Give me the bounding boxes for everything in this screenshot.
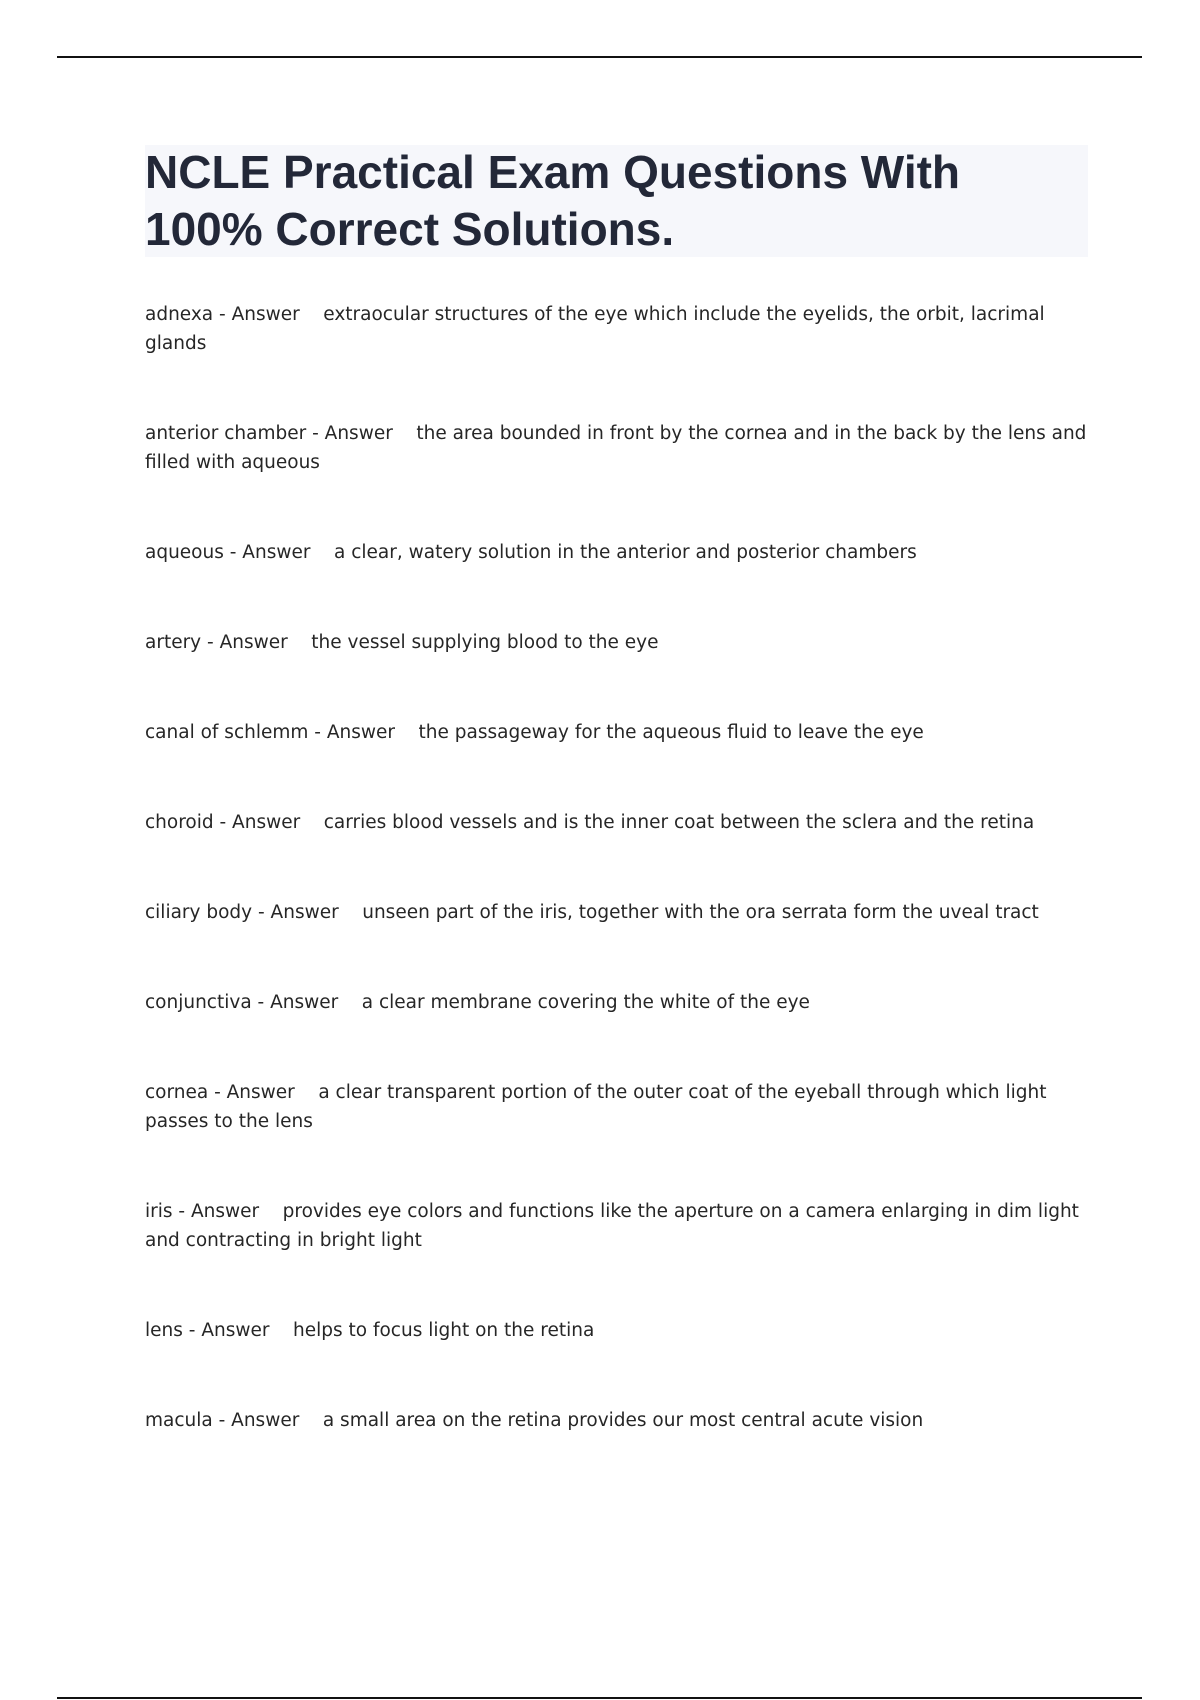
qa-entry bbox=[145, 628, 1095, 657]
qa-definition: a clear, watery solution in the anterior and posterior chambers bbox=[333, 542, 917, 563]
answer-label: - Answer bbox=[201, 632, 288, 653]
qa-definition: unseen part of the iris, together with the ora serrata form the uveal tract bbox=[362, 902, 1039, 923]
qa-term: conjunctiva bbox=[145, 992, 252, 1013]
qa-entry bbox=[145, 718, 1095, 747]
qa-definition: provides eye colors and functions like the aperture on a camera enlarging in dim light and contracting in bright light bbox=[145, 1201, 1079, 1251]
qa-definition: the vessel supplying blood to the eye bbox=[311, 632, 659, 653]
qa-term: lens bbox=[145, 1320, 183, 1341]
qa-term: aqueous bbox=[145, 542, 224, 563]
qa-entry bbox=[145, 898, 1095, 927]
top-rule bbox=[57, 56, 1142, 58]
qa-entry bbox=[145, 1197, 1095, 1255]
qa-term: cornea bbox=[145, 1082, 209, 1103]
qa-entry bbox=[145, 419, 1095, 477]
qa-definition: a small area on the retina provides our most central acute vision bbox=[322, 1410, 924, 1431]
qa-definition: a clear transparent portion of the outer coat of the eyeball through which light passes to the lens bbox=[145, 1082, 1047, 1132]
answer-label: - Answer bbox=[182, 1320, 270, 1341]
qa-entry bbox=[145, 1078, 1095, 1136]
qa-list bbox=[145, 300, 1095, 1435]
answer-label: - Answer bbox=[308, 722, 395, 743]
answer-label: - Answer bbox=[213, 304, 300, 325]
qa-term: iris bbox=[145, 1201, 173, 1222]
title-box bbox=[145, 145, 1088, 257]
qa-definition: the area bounded in front by the cornea and in the back by the lens and filled with aqueous bbox=[145, 423, 1087, 473]
qa-entry bbox=[145, 538, 1095, 567]
answer-label: - Answer bbox=[208, 1082, 295, 1103]
qa-entry bbox=[145, 808, 1095, 837]
qa-definition: carries blood vessels and is the inner coat between the sclera and the retina bbox=[323, 812, 1035, 833]
qa-term: canal of schlemm bbox=[145, 722, 309, 743]
answer-label: - Answer bbox=[223, 542, 311, 563]
document-title: NCLE Practical Exam Questions With 100% Correct Solutions. bbox=[145, 146, 961, 255]
qa-term: choroid bbox=[145, 812, 214, 833]
qa-term: macula bbox=[145, 1410, 213, 1431]
qa-entry bbox=[145, 300, 1095, 358]
answer-label: - Answer bbox=[172, 1201, 260, 1222]
qa-entry bbox=[145, 1406, 1095, 1435]
answer-label: - Answer bbox=[212, 1410, 300, 1431]
qa-definition: a clear membrane covering the white of the eye bbox=[361, 992, 810, 1013]
qa-term: ciliary body bbox=[145, 902, 253, 923]
qa-term: adnexa bbox=[145, 304, 214, 325]
qa-term: artery bbox=[145, 632, 202, 653]
qa-definition: the passageway for the aqueous fluid to leave the eye bbox=[418, 722, 924, 743]
answer-label: - Answer bbox=[251, 992, 339, 1013]
qa-entry bbox=[145, 988, 1095, 1017]
qa-definition: helps to focus light on the retina bbox=[293, 1320, 595, 1341]
qa-definition: extraocular structures of the eye which include the eyelids, the orbit, lacrimal glands bbox=[145, 304, 1045, 354]
answer-label: - Answer bbox=[252, 902, 339, 923]
qa-term: anterior chamber bbox=[145, 423, 307, 444]
answer-label: - Answer bbox=[213, 812, 301, 833]
answer-label: - Answer bbox=[306, 423, 393, 444]
qa-entry bbox=[145, 1316, 1095, 1345]
bottom-rule bbox=[57, 1697, 1142, 1699]
